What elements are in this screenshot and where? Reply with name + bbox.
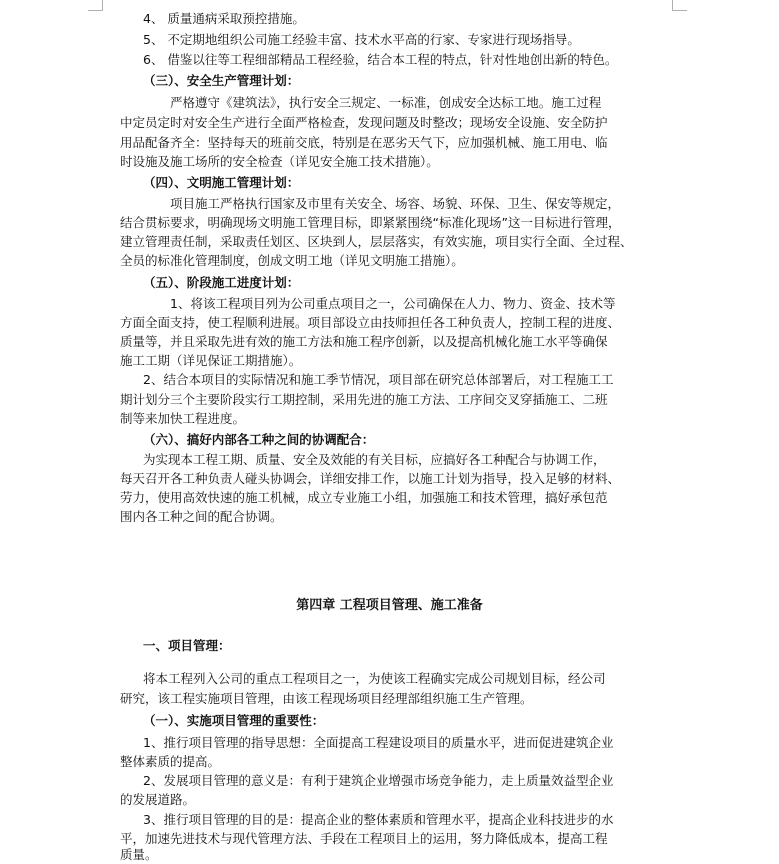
paragraph-line: 平，加速先进技术与现代管理方法、手段在工程项目上的运用，努力降低成本，提高工程 (120, 831, 608, 846)
paragraph-line: 2、发展项目管理的意义是：有利于建筑企业增强市场竞争能力，走上质量效益型企业 (143, 773, 614, 788)
paragraph-line: 劳力，使用高效快速的施工机械，成立专业施工小组，加强施工和技术管理，搞好承包范 (120, 490, 608, 505)
section-heading: （三）、安全生产管理计划： (143, 73, 300, 88)
paragraph-line: 全员的标准化管理制度，创成文明工地（详见文明施工措施）。 (120, 253, 464, 268)
paragraph-line: 1、推行项目管理的指导思想：全面提高工程建设项目的质量水平，进而促进建筑企业 (143, 735, 614, 750)
paragraph-line: 的发展道路。 (120, 792, 196, 807)
paragraph-line: 期计划分三个主要阶段实行工期控制，采用先进的施工方法、工序间交叉穿插施工、二班 (120, 392, 608, 407)
paragraph-line: 研究，该工程实施项目管理，由该工程现场项目经理部组织施工生产管理。 (120, 691, 533, 706)
paragraph-line: 项目施工严格执行国家及市里有关安全、场容、场貌、环保、卫生、保安等规定， (170, 196, 621, 211)
paragraph-line: 将本工程列入公司的重点工程项目之一，为使该工程确实完成公司规划目标，经公司 (143, 671, 606, 686)
paragraph-line: 施工工期（详见保证工期措施）。 (120, 353, 302, 368)
crop-mark-top-left (88, 0, 103, 11)
list-item: 4、 质量通病采取预控措施。 (143, 11, 305, 26)
paragraph-line: 方面全面支持，使工程顺利进展。项目部设立由技师担任各工种负责人，控制工程的进度、 (120, 315, 621, 330)
paragraph-line: 建立管理责任制，采取责任划区、区块到人，层层落实，有效实施，项目实行全面、全过程、 (120, 234, 633, 249)
paragraph-line: 围内各工种之间的配合协调。 (120, 509, 283, 524)
part-heading: 一、项目管理： (143, 638, 231, 653)
paragraph-line: 质量。 (120, 847, 158, 862)
chapter-title: 第四章 工程项目管理、施工准备 (296, 598, 483, 613)
paragraph-line: 结合贯标要求，明确现场文明施工管理目标，即紧紧围绕“标准化现场”这一目标进行管理， (120, 215, 621, 230)
paragraph-line: 3、推行项目管理的目的是：提高企业的整体素质和管理水平，提高企业科技进步的水 (143, 812, 614, 827)
paragraph-line: 为实现本工程工期、质量、安全及效能的有关目标，应搞好各工种配合与协调工作， (143, 452, 606, 467)
paragraph-line: 制等来加快工程进度。 (120, 411, 246, 426)
list-item: 6、 借鉴以往等工程细部精品工程经验，结合本工程的特点，针对性地创出新的特色。 (143, 52, 618, 67)
section-heading: （一）、实施项目管理的重要性： (143, 713, 325, 728)
paragraph-line: 中定员定时对安全生产进行全面严格检查，发现问题及时整改；现场安全设施、安全防护 (120, 115, 608, 130)
paragraph-line: 每天召开各工种负责人碰头协调会，详细安排工作，以施工计划为指导，投入足够的材料、 (120, 471, 621, 486)
section-heading: （四）、文明施工管理计划： (143, 175, 300, 190)
list-item: 5、 不定期地组织公司施工经验丰富、技术水平高的行家、专家进行现场指导。 (143, 32, 580, 47)
paragraph-line: 整体素质的提高。 (120, 754, 221, 769)
section-heading: （五）、阶段施工进度计划： (143, 275, 300, 290)
paragraph-line: 2、结合本项目的实际情况和施工季节情况，项目部在研究总体部署后，对工程施工工 (143, 372, 614, 387)
paragraph-line: 时设施及施工场所的安全检查（详见安全施工技术措施）。 (120, 154, 439, 169)
paragraph-line: 1、将该工程项目列为公司重点项目之一，公司确保在人力、物力、资金、技术等 (170, 296, 616, 311)
paragraph-line: 质量等，并且采取先进有效的施工方法和施工程序创新，以及提高机械化施工水平等确保 (120, 334, 608, 349)
paragraph-line: 用品配备齐全：坚持每天的班前交底，特别是在恶劣天气下，应加强机械、施工用电、临 (120, 135, 608, 150)
paragraph-line: 严格遵守《建筑法》，执行安全三规定、一标准，创成安全达标工地。施工过程 (170, 95, 602, 110)
section-heading: （六）、搞好内部各工种之间的协调配合： (143, 432, 375, 447)
